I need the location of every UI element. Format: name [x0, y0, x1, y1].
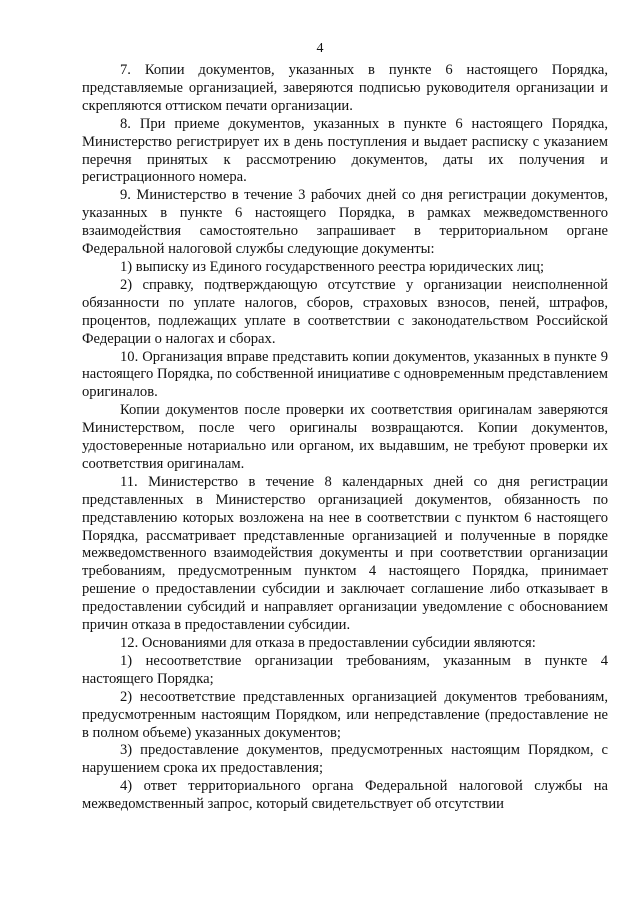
paragraph-12-item-1: 1) несоответствие организации требованиям, указанным в пункте 4 настоящего Порядка; [82, 652, 608, 687]
paragraph-9-item-1: 1) выписку из Единого государственного реестра юридических лиц; [120, 258, 545, 275]
paragraph-8: 8. При приеме документов, указанных в пункте 6 настоящего Порядка, Министерство регистрирует их в день поступления и выдает расписку с указанием перечня принятых к рассмотрению документов, даты их получения и регистрационного номера. [82, 115, 608, 186]
paragraph-10: 10. Организация вправе представить копии документов, указанных в пункте 9 настоящего Порядка, по собственной инициативе с одновременным представлением оригиналов. [82, 348, 608, 401]
page-number: 4 [316, 41, 324, 56]
paragraph-9: 9. Министерство в течение 3 рабочих дней со дня регистрации документов, указанных в пункте 6 настоящего Порядка, в рамках межведомственного взаимодействия самостоятельно запрашивает в территориальном органе Федеральной налоговой службы следующие документы: [82, 187, 608, 258]
paragraph-12: 12. Основаниями для отказа в предоставлении субсидии являются: [120, 635, 536, 651]
paragraph-12-item-3: 3) предоставление документов, предусмотренных настоящим Порядком, с нарушением срока их предоставления; [82, 742, 608, 777]
paragraph-12-item-4: 4) ответ территориального органа Федеральной налоговой службы на межведомственный запрос, который свидетельствует об отсутствии [82, 778, 608, 813]
paragraph-9-item-2: 2) справку, подтверждающую отсутствие у организации неисполненной обязанности по уплате налогов, сборов, страховых взносов, пеней, штрафов, процентов, подлежащих уплате в соответствии с законодательством Российской Федерации о налогах и сборах. [82, 276, 608, 347]
document-body [82, 62, 608, 814]
paragraph-10-continuation: Копии документов после проверки их соответствия оригиналам заверяются Министерством, после чего оригиналы возвращаются. Копии документов, удостоверенные нотариально или органом, их выдавшим, не требуют проверки их соответствия оригиналам. [82, 402, 608, 472]
paragraph-7: 7. Копии документов, указанных в пункте 6 настоящего Порядка, представляемые организацией, заверяются подписью руководителя организации и скрепляются оттиском печати организации. [82, 62, 608, 114]
paragraph-12-item-2: 2) несоответствие представленных организацией документов требованиям, предусмотренным настоящим Порядком, или непредставление (предоставление не в полном объеме) указанных документов; [82, 688, 608, 741]
paragraph-11: 11. Министерство в течение 8 календарных дней со дня регистрации представленных в Министерство организацией документов, обязанность по представлению которых возложена на нее в соответствии с пунктом 6 настоящего Порядка, рассматривает представленные организацией и полученные в порядке межведомственного взаимодействия документы и при соответствии организации требованиям, предусмотренным пунктом 4 настоящего Порядка, принимает решение о предоставлении субсидии и заключает соглашение либо отказывает в предоставлении субсидий и направляет организации уведомление с обоснованием причин отказа в предоставлении субсидии. [82, 473, 608, 634]
